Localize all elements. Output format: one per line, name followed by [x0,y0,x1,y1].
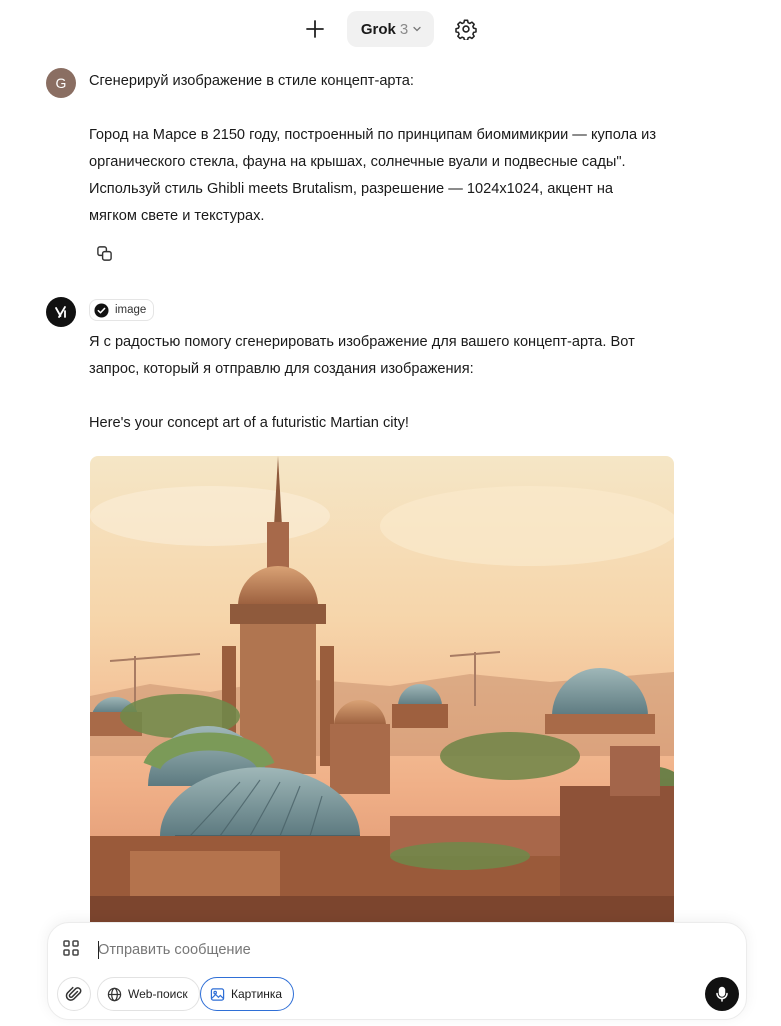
image-icon [210,987,225,1002]
user-avatar [46,68,76,98]
web-search-button[interactable] [97,977,200,1011]
grok-line-1: Я с радостью помогу сгенерировать изображение для вашего концепт-арта. Вот [89,334,635,350]
user-line-2: Город на Марсе в 2150 году, построенный по принципам биомимикрии — купола из [89,127,657,143]
copy-button[interactable] [91,240,117,266]
avatar-letter: G [55,75,67,91]
generated-image[interactable] [90,456,674,926]
grok-message-text [89,297,686,437]
model-selector[interactable] [347,11,434,47]
grid-icon [62,939,80,957]
microphone-icon [714,986,730,1002]
martian-city-illustration [90,456,674,926]
tool-chip-image[interactable] [89,299,154,321]
copy-icon [96,245,113,262]
new-chat-button[interactable] [297,11,333,47]
gear-icon [455,18,477,40]
model-name: Grok [360,20,396,38]
apps-button[interactable] [62,939,80,962]
user-message-text [89,68,686,230]
user-line-1: Сгенерируй изображение в стиле концепт-арта: [89,73,414,89]
web-search-label: Web-поиск [128,987,188,1001]
attach-button[interactable] [57,977,91,1011]
text-caret [98,941,99,959]
tool-chip-label: image [115,303,147,316]
user-line-3: органического стекла, фауна на крышах, солнечные вуали и подвесные сады". [89,154,626,170]
model-version: 3 [399,20,409,38]
user-line-5: мягком свете и текстурах. [89,208,265,224]
grok-message [46,297,686,437]
grok-avatar [46,297,76,327]
message-input[interactable] [98,937,658,963]
grok-line-3: Here's your concept art of a futuristic Martian city! [89,415,409,431]
plus-icon [305,19,325,39]
globe-icon [107,987,122,1002]
user-message [46,68,686,230]
settings-button[interactable] [448,11,484,47]
paperclip-icon [65,985,83,1003]
message-composer [47,922,747,1020]
image-mode-label: Картинка [231,987,283,1001]
user-line-4: Используй стиль Ghibli meets Brutalism, разрешение — 1024x1024, акцент на [89,181,613,197]
top-bar [0,10,781,48]
check-circle-icon [94,303,109,318]
chevron-down-icon [412,24,422,34]
grok-logo-icon [53,304,69,320]
voice-input-button[interactable] [705,977,739,1011]
grok-line-2: запрос, который я отправлю для создания изображения: [89,361,474,377]
image-mode-button[interactable] [200,977,294,1011]
